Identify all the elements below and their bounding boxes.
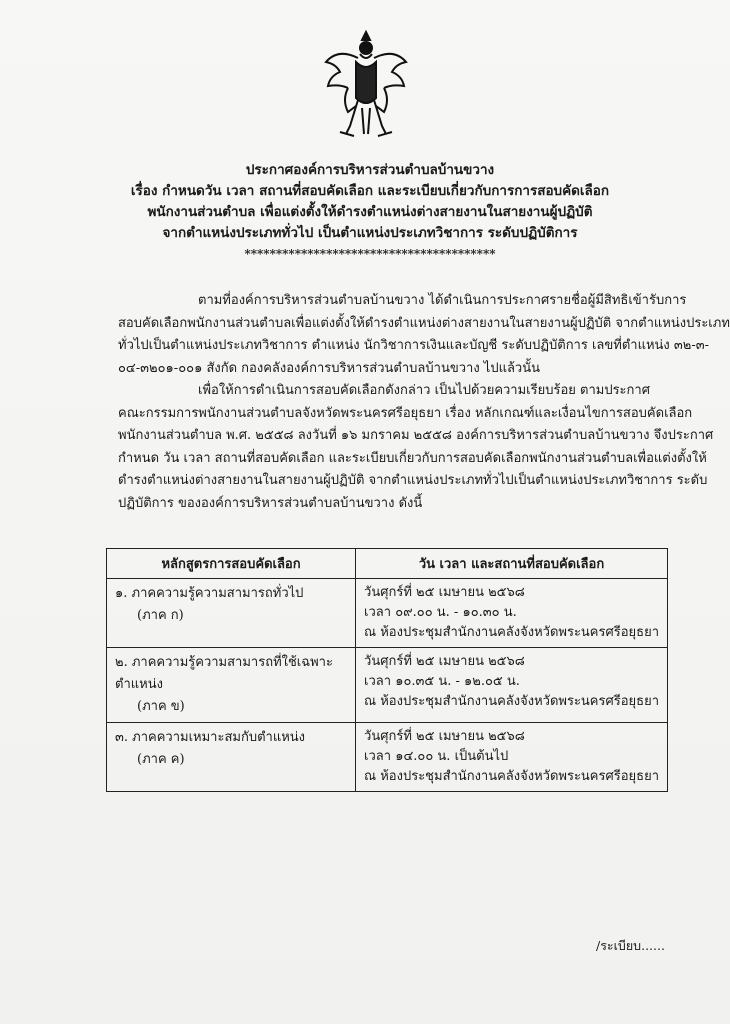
exam-schedule-table xyxy=(106,548,668,792)
paragraph-line: เพื่อให้การดำเนินการสอบคัดเลือกดังกล่าว เป็นไปด้วยความเรียบร้อย ตามประกาศ xyxy=(198,383,650,398)
exam-place: ณ ห้องประชุมสำนักงานคลังจังหวัดพระนครศรีอยุธยา xyxy=(364,694,659,709)
exam-time: เวลา ๑๐.๓๕ น. - ๑๒.๐๕ น. xyxy=(364,674,520,689)
header-title: ประกาศองค์การบริหารส่วนตำบลบ้านขวาง xyxy=(245,162,495,178)
paragraph-line: คณะกรรมการพนักงานส่วนตำบลจังหวัดพระนครศรีอยุธยา เรื่อง หลักเกณฑ์และเงื่อนไขการสอบคัดเลือก xyxy=(118,405,693,421)
header-subject-line3: จากตำแหน่งประเภททั่วไป เป็นตำแหน่งประเภทวิชาการ ระดับปฏิบัติการ xyxy=(162,225,578,241)
subject-cell xyxy=(107,648,356,723)
garuda-emblem-icon xyxy=(318,28,414,140)
exam-date: วันศุกร์ที่ ๒๕ เมษายน ๒๕๖๘ xyxy=(364,585,525,600)
subject-part: (ภาค ก) xyxy=(137,608,184,623)
header-divider: **************************************** xyxy=(244,247,496,261)
paragraph-line: ๐๔-๓๒๐๑-๐๐๑ สังกัด กองคลังองค์การบริหารส่วนตำบลบ้านขวาง ไปแล้วนั้น xyxy=(118,360,541,376)
subject-name: ๑. ภาคความรู้ความสามารถทั่วไป xyxy=(115,586,304,601)
paragraph-line: ดำรงตำแหน่งต่างสายงานในสายงานผู้ปฏิบัติ จากตำแหน่งประเภททั่วไปเป็นตำแหน่งประเภทวิชาการ ระดับ xyxy=(118,473,708,488)
exam-date: วันศุกร์ที่ ๒๕ เมษายน ๒๕๖๘ xyxy=(364,654,525,669)
paragraph-line: ทั่วไปเป็นตำแหน่งประเภทวิชาการ ตำแหน่ง นักวิชาการเงินและบัญชี ระดับปฏิบัติการ เลขที่ตำแหน่ง ๓๒-๓- xyxy=(118,338,710,353)
subject-cell xyxy=(107,723,356,792)
exam-place: ณ ห้องประชุมสำนักงานคลังจังหวัดพระนครศรีอยุธยา xyxy=(364,769,659,784)
subject-part: (ภาค ค) xyxy=(137,752,185,767)
header-subject: เรื่อง กำหนดวัน เวลา สถานที่สอบคัดเลือก และระเบียบเกี่ยวกับการการสอบคัดเลือก xyxy=(130,183,610,199)
subject-name: ๒. ภาคความรู้ความสามารถที่ใช้เฉพาะตำแหน่ง xyxy=(115,655,333,692)
exam-time: เวลา ๑๔.๐๐ น. เป็นต้นไป xyxy=(364,749,509,764)
table-header-row xyxy=(107,549,668,579)
paragraph-line: ปฏิบัติการ ขององค์การบริหารส่วนตำบลบ้านขวาง ดังนี้ xyxy=(118,495,423,511)
paragraph-line: กำหนด วัน เวลา สถานที่สอบคัดเลือก และระเบียบเกี่ยวกับการสอบคัดเลือกพนักงานส่วนตำบลเพื่อแต่งตั้งให้ xyxy=(118,450,707,466)
header-subject-line2: พนักงานส่วนตำบล เพื่อแต่งตั้งให้ดำรงตำแหน่งต่างสายงานในสายงานผู้ปฏิบัติ xyxy=(147,204,593,220)
subject-cell xyxy=(107,579,356,648)
exam-place: ณ ห้องประชุมสำนักงานคลังจังหวัดพระนครศรีอยุธยา xyxy=(364,625,659,640)
continued-marker: /ระเบียบ...... xyxy=(596,938,665,953)
schedule-cell xyxy=(356,579,668,648)
paragraph-1 xyxy=(118,290,730,380)
paragraph-line: ตามที่องค์การบริหารส่วนตำบลบ้านขวาง ได้ดำเนินการประกาศรายชื่อผู้มีสิทธิเข้ารับการ xyxy=(198,293,687,308)
exam-date: วันศุกร์ที่ ๒๕ เมษายน ๒๕๖๘ xyxy=(364,729,525,744)
table-row xyxy=(107,579,668,648)
column-header-subject: หลักสูตรการสอบคัดเลือก xyxy=(107,549,356,579)
table-row xyxy=(107,648,668,723)
schedule-cell xyxy=(356,723,668,792)
subject-name: ๓. ภาคความเหมาะสมกับตำแหน่ง xyxy=(115,730,305,745)
paragraph-line: พนักงานส่วนตำบล พ.ศ. ๒๕๕๘ ลงวันที่ ๑๖ มกราคม ๒๕๕๘ องค์การบริหารส่วนตำบลบ้านขวาง จึงประกาศ xyxy=(118,428,714,443)
paragraph-line: สอบคัดเลือกพนักงานส่วนตำบลเพื่อแต่งตั้งให้ดำรงตำแหน่งต่างสายงานในสายงานผู้ปฏิบัติ จากตำแหน่งประเภท xyxy=(118,315,730,331)
subject-part: (ภาค ข) xyxy=(137,699,185,714)
exam-time: เวลา ๐๙.๐๐ น. - ๑๐.๓๐ น. xyxy=(364,605,517,620)
announcement-header xyxy=(90,160,650,265)
table-row xyxy=(107,723,668,792)
schedule-cell xyxy=(356,648,668,723)
column-header-schedule: วัน เวลา และสถานที่สอบคัดเลือก xyxy=(356,549,668,579)
paragraph-2 xyxy=(118,380,714,515)
